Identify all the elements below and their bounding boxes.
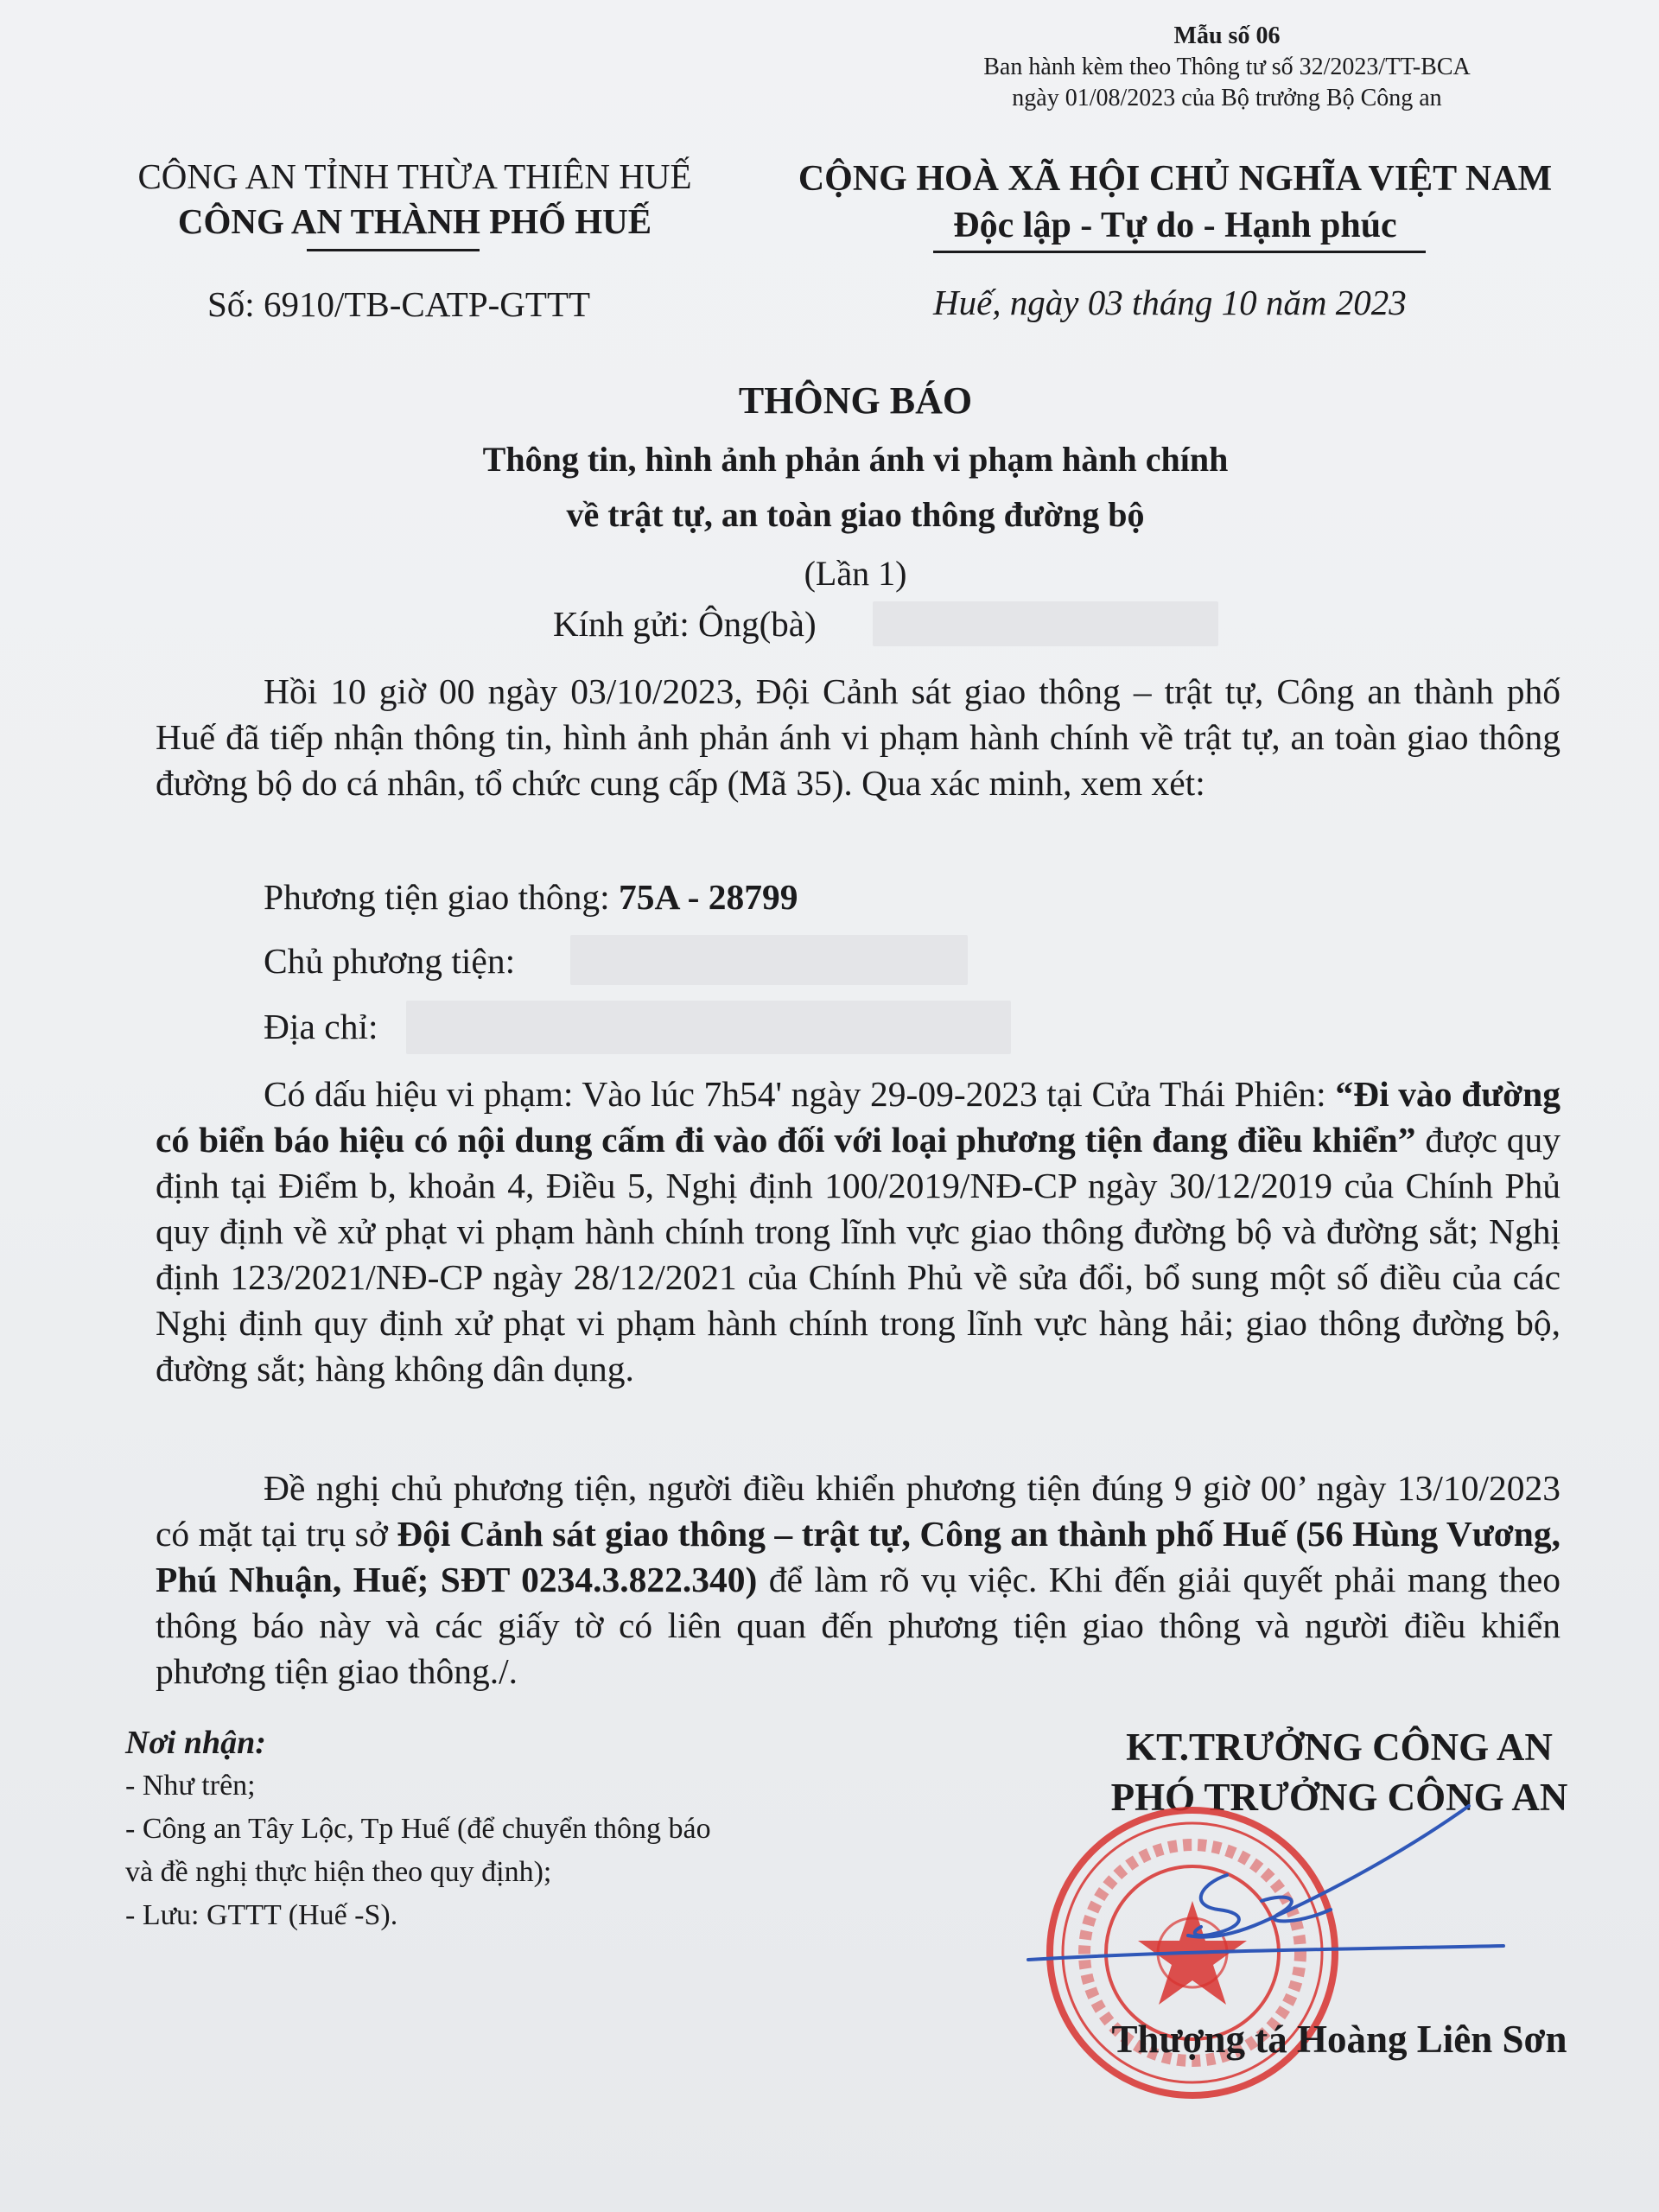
violation-legal-basis: được quy định tại Điểm b, khoản 4, Điều 5, Nghị định 100/2019/NĐ-CP ngày 30/12/2019 của Chính Phủ quy định về xử phạt vi phạm hành chính trong lĩnh vực giao thông đường bộ và đường sắt; Nghị định 123/2021/NĐ-CP ngày 28/12/2021 của Chính Phủ về sửa đổi, bổ sung một số điều của các Nghị định quy định xử phạt vi phạm hành chính trong lĩnh vực hàng hải; giao thông đường bộ, đường sắt; hàng không dân dụng. (156, 1120, 1560, 1389)
national-motto: Độc lập - Tự do - Hạnh phúc (953, 206, 1397, 245)
recipients-item: - Công an Tây Lộc, Tp Huế (để chuyển thông báo (125, 1813, 711, 1845)
vehicle-line (264, 876, 798, 918)
recipients-item: - Như trên; (125, 1770, 256, 1802)
recipient-line (553, 603, 817, 645)
document-title: THÔNG BÁO (738, 379, 973, 422)
notice-count: (Lần 1) (804, 554, 907, 593)
violation-paragraph (156, 1071, 1560, 1392)
address-redaction (406, 1001, 1011, 1054)
subtitle-line-2: về trật tự, an toàn giao thông đường bộ (566, 495, 1145, 534)
violation-description: “Đi vào đường có biển báo hiệu có nội dung cấm đi vào đối với loại phương tiện đang điều khiển” (156, 1074, 1560, 1160)
agency-underline (307, 249, 480, 251)
document-date: Huế, ngày 03 tháng 10 năm 2023 (933, 283, 1407, 322)
signer-title-2: PHÓ TRƯỞNG CÔNG AN (1110, 1776, 1568, 1819)
vehicle-plate: 75A - 28799 (619, 877, 798, 917)
vehicle-label: Phương tiện giao thông: (264, 877, 620, 917)
address-label: Địa chỉ: (264, 1007, 378, 1046)
signer-name: Thượng tá Hoàng Liên Sơn (1111, 2018, 1567, 2061)
subtitle-line-1: Thông tin, hình ảnh phản ánh vi phạm hành chính (482, 440, 1229, 479)
recipients-block (125, 1721, 903, 1937)
intro-text: Hồi 10 giờ 00 ngày 03/10/2023, Đội Cảnh sát giao thông – trật tự, Công an thành phố Huế đã tiếp nhận thông tin, hình ảnh phản ánh vi phạm hành chính về trật tự, an toàn giao thông đường bộ do cá nhân, tổ chức cung cấp (Mã 35). Qua xác minh, xem xét: (156, 671, 1560, 803)
recipients-heading: Nơi nhận: (125, 1725, 266, 1761)
violation-intro: Có dấu hiệu vi phạm: Vào lúc 7h54' ngày 29-09-2023 tại Cửa Thái Phiên: (264, 1074, 1336, 1114)
request-rest: để làm rõ vụ việc. Khi đến giải quyết phải mang theo thông báo này và các giấy tờ có liên quan đến phương tiện giao thông và người điều khiển phương tiện giao thông./. (156, 1560, 1561, 1691)
handwritten-signature (1002, 1797, 1538, 2022)
signer-title-1: KT.TRƯỞNG CÔNG AN (1126, 1726, 1553, 1769)
owner-redaction (570, 935, 968, 985)
national-name: CỘNG HOÀ XÃ HỘI CHỦ NGHĨA VIỆT NAM (798, 159, 1553, 199)
recipients-item: và đề nghị thực hiện theo quy định); (125, 1856, 552, 1888)
owner-line (264, 940, 515, 982)
form-code: Mẫu số 06 (1173, 22, 1281, 49)
document-number: Số: 6910/TB-CATP-GTTT (207, 284, 591, 324)
request-intro: Đề nghị chủ phương tiện, người điều khiển phương tiện đúng 9 giờ 00’ ngày 13/10/2023 có mặt tại trụ sở (156, 1468, 1560, 1554)
form-issued-with: Ban hành kèm theo Thông tư số 32/2023/TT-BCA (983, 54, 1471, 80)
agency-header (95, 154, 734, 244)
request-paragraph (156, 1465, 1560, 1694)
agency-name: CÔNG AN THÀNH PHỐ HUẾ (177, 201, 652, 241)
owner-label: Chủ phương tiện: (264, 941, 516, 981)
recipient-redaction (873, 601, 1218, 646)
document-subtitle (0, 432, 1659, 543)
address-line (264, 1006, 378, 1047)
recipient-label: Kính gửi: Ông(bà) (553, 604, 817, 644)
agency-parent: CÔNG AN TỈNH THỪA THIÊN HUẾ (137, 156, 692, 196)
national-header (760, 156, 1590, 249)
form-issued-date: ngày 01/08/2023 của Bộ trưởng Bộ Công an (1012, 85, 1442, 111)
request-location: Đội Cảnh sát giao thông – trật tự, Công an thành phố Huế (56 Hùng Vương, Phú Nhuận, Huế; SĐT 0234.3.822.340) (156, 1514, 1560, 1599)
recipients-item: - Lưu: GTTT (Huế -S). (125, 1899, 398, 1931)
motto-underline (933, 251, 1426, 253)
intro-paragraph (156, 669, 1560, 806)
form-meta (925, 21, 1529, 114)
